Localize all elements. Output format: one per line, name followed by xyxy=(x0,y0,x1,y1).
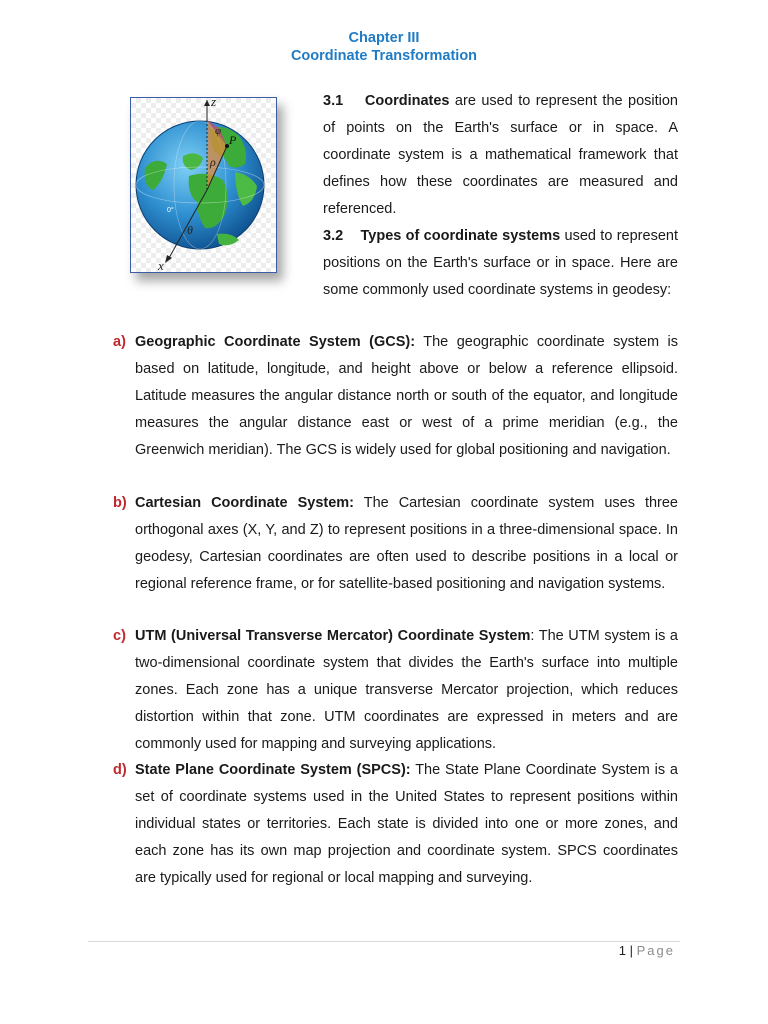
section-3-1-term: Coordinates xyxy=(364,93,450,109)
list-item-spcs xyxy=(113,757,678,892)
section-3-1-number: 3.1 xyxy=(323,93,344,109)
list-marker: b) xyxy=(113,495,127,511)
page-separator: | xyxy=(626,943,637,958)
rho-label: ρ xyxy=(210,155,216,169)
section-3-1 xyxy=(323,88,678,223)
list-item-gcs xyxy=(113,329,678,464)
list-item-text: The State Plane Coordinate System is a set of coordinate systems used in the United States to represent positions within individual states or territories. Each state is divided into one or more zones, and each zone has its own map projection and coordinate system. SPCS coordinates are typically used for regional or local mapping and surveying. xyxy=(135,762,678,886)
list-item-cartesian xyxy=(113,490,678,598)
list-marker: c) xyxy=(113,628,126,644)
list-item-term: UTM (Universal Transverse Mercator) Coordinate System xyxy=(135,628,531,644)
page-number: 1 xyxy=(618,943,627,958)
theta-label: θ xyxy=(187,223,193,237)
section-3-1-text: are used to represent the position of points on the Earth's surface or in space. A coordinate system is a mathematical framework that defines how these coordinates are measured and referenced. xyxy=(323,93,678,217)
list-item-text: The Cartesian coordinate system uses three orthogonal axes (X, Y, and Z) to represent positions in a three-dimensional space. In geodesy, Cartesian coordinates are often used to describe positions in a local or regional reference frame, or for satellite-based positioning and navigation systems. xyxy=(135,495,678,592)
list-marker: a) xyxy=(113,334,126,350)
list-item-text: : The UTM system is a two-dimensional coordinate system that divides the Earth's surface into multiple zones. Each zone has a unique transverse Mercator projection, which reduces distortion within that zone. UTM coordinates are expressed in meters and are commonly used for mapping and surveying applications. xyxy=(135,628,679,752)
globe-illustration xyxy=(131,98,276,272)
chapter-label: Chapter III xyxy=(348,30,420,46)
phi-label: φ xyxy=(215,125,222,137)
footer-divider xyxy=(88,941,680,942)
list-item-term: Geographic Coordinate System (GCS): xyxy=(135,334,416,350)
list-marker: d) xyxy=(113,762,127,778)
list-item-term: State Plane Coordinate System (SPCS): xyxy=(135,762,411,778)
zero-degree-label: 0° xyxy=(167,207,174,214)
axis-z-label: z xyxy=(211,98,217,109)
axis-x-label: x xyxy=(158,258,164,272)
list-item-term: Cartesian Coordinate System: xyxy=(135,495,354,511)
section-3-2 xyxy=(323,223,678,304)
page-word: Page xyxy=(636,943,675,958)
section-3-2-text: used to represent positions on the Earth's surface or in space. Here are some commonly used coordinate systems in geodesy: xyxy=(323,228,678,298)
page-footer xyxy=(619,943,675,959)
point-p-label: P xyxy=(229,133,237,147)
globe-coordinate-figure xyxy=(130,97,277,273)
section-3-2-term: Types of coordinate systems xyxy=(360,228,561,244)
list-item-text: The geographic coordinate system is based on latitude, longitude, and height above or below a reference ellipsoid. Latitude measures the angular distance north or south of the equator, and longitude measures the angular distance east or west of a prime meridian (e.g., the Greenwich meridian). The GCS is widely used for global positioning and navigation. xyxy=(135,334,678,458)
page-title: Coordinate Transformation xyxy=(290,48,478,64)
list-item-utm xyxy=(113,623,679,758)
section-3-2-number: 3.2 xyxy=(323,228,344,244)
